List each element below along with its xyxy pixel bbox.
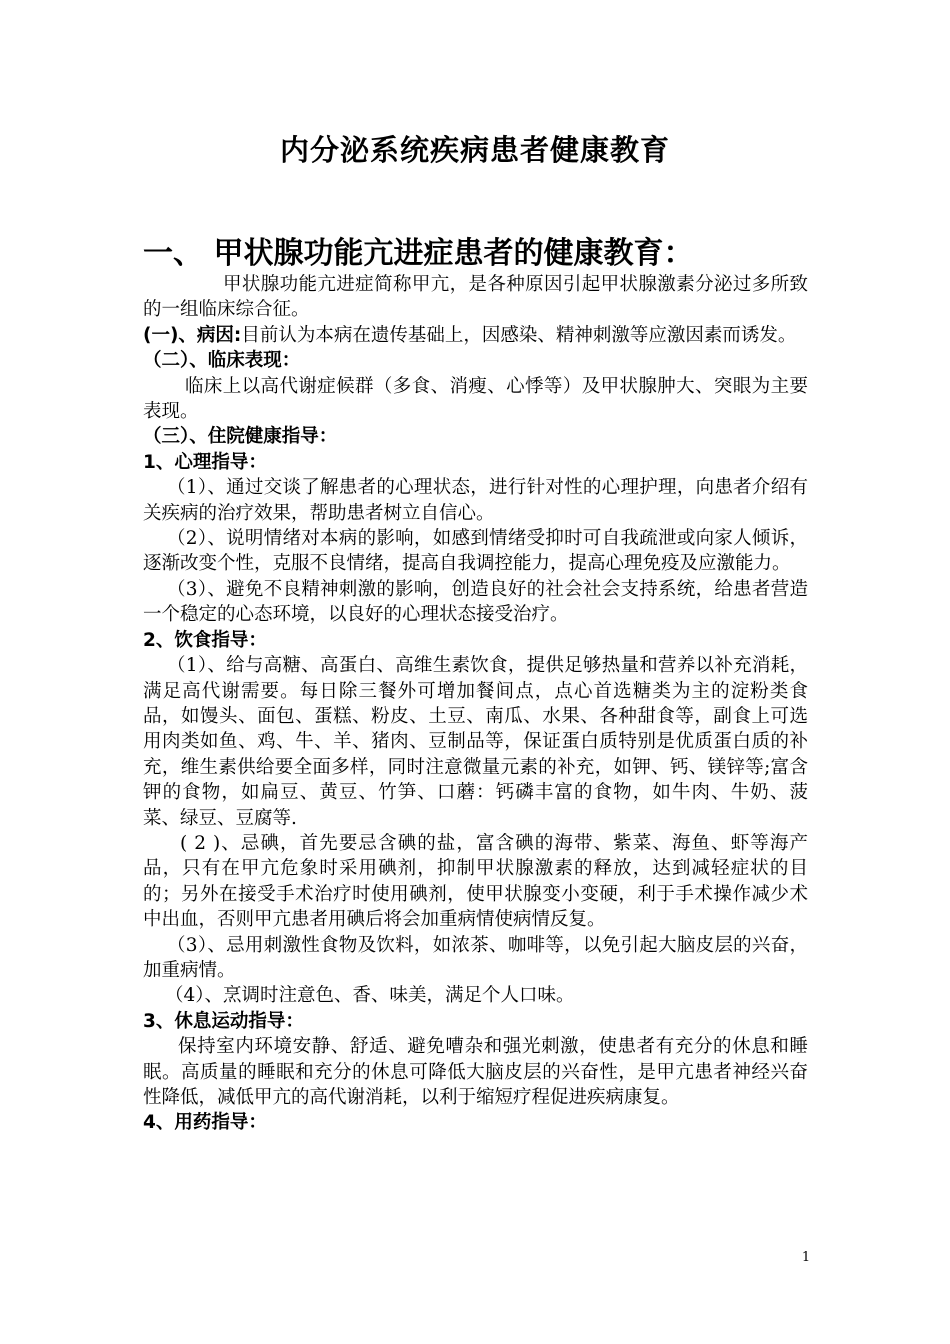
diet-item-1: （1）、给与高糖、高蛋白、高维生素饮食，提供足够热量和营养以补充消耗，满足高代谢需要。每日除三餐外可增加餐间点，点心首选糖类为主的淀粉类食品，如馒头、面包、蛋糕、粉皮、土豆、南瓜、水果、各种甜食等，副食上可选用肉类如鱼、鸡、牛、羊、猪肉、豆制品等，保证蛋白质特别是优质蛋白质的补充，维生素供给要全面多样，同时注意微量元素的补充，如钾、钙、镁锌等;富含钾的食物，如扁豆、黄豆、竹笋、口蘑：钙磷丰富的食物，如牛肉、牛奶、菠菜、绿豆、豆腐等. [143, 655, 808, 829]
page-number: 1 [801, 1250, 811, 1265]
med-heading: 4、用药指导： [143, 1112, 267, 1134]
clinical-heading: （二）、临床表现： [143, 350, 301, 372]
rest-paragraph: 保持室内环境安静、舒适、避免嘈杂和强光刺激，使患者有充分的休息和睡眠。高质量的睡眠和充分的休息可降低大脑皮层的兴奋性，是甲亢患者神经兴奋性降低，减低甲亢的高代谢消耗，以利于缩短疗程促进疾病康复。 [143, 1036, 808, 1108]
document-title: 内分泌系统疾病患者健康教育 [279, 133, 670, 167]
cause-paragraph [143, 323, 808, 348]
cause-text: 目前认为本病在遗传基础上，因感染、精神刺激等应激因素而诱发。 [241, 324, 797, 346]
rest-heading: 3、休息运动指导： [143, 1010, 304, 1032]
clinical-paragraph: 临床上以高代谢症候群（多食、消瘦、心悸等）及甲状腺肿大、突眼为主要表现。 [143, 375, 808, 423]
intro-paragraph: 甲状腺功能亢进症简称甲亢，是各种原因引起甲状腺激素分泌过多所致的一组临床综合征。 [143, 274, 808, 321]
section-heading: 一、 甲状腺功能亢进症患者的健康教育： [143, 236, 694, 271]
psych-item-1: （1）、通过交谈了解患者的心理状态，进行针对性的心理护理，向患者介绍有关疾病的治疗效果，帮助患者树立自信心。 [143, 477, 808, 524]
diet-item-2: ( 2 )、忌碘，首先要忌含碘的盐，富含碘的海带、紫菜、海鱼、虾等海产品，只有在甲亢危象时采用碘剂，抑制甲状腺激素的释放，达到减轻症状的目的；另外在接受手术治疗时使用碘剂，使甲状腺变小变硬，利于手术操作减少术中出血，否则甲亢患者用碘后将会加重病情使病情反复。 [143, 832, 808, 931]
diet-item-4: （4）、烹调时注意色、香、味美，满足个人口味。 [165, 985, 575, 1007]
document-body [143, 272, 808, 1136]
diet-heading: 2、饮食指导： [143, 629, 267, 651]
diet-item-3: （3）、忌用刺激性食物及饮料，如浓茶、咖啡等，以免引起大脑皮层的兴奋，加重病情。 [143, 934, 808, 981]
psych-heading: 1、心理指导： [143, 451, 267, 473]
psych-item-2: （2）、说明情绪对本病的影响，如感到情绪受抑时可自我疏泄或向家人倾诉，逐渐改变个性，克服不良情绪，提高自我调控能力，提高心理免疫及应激能力。 [143, 528, 808, 575]
psych-item-3: （3）、避免不良精神刺激的影响，创造良好的社会社会支持系统，给患者营造一个稳定的心态环境，以良好的心理状态接受治疗。 [143, 578, 808, 626]
guide-heading: （三）、住院健康指导： [143, 426, 338, 448]
cause-heading: (一)、病因: [143, 324, 242, 346]
